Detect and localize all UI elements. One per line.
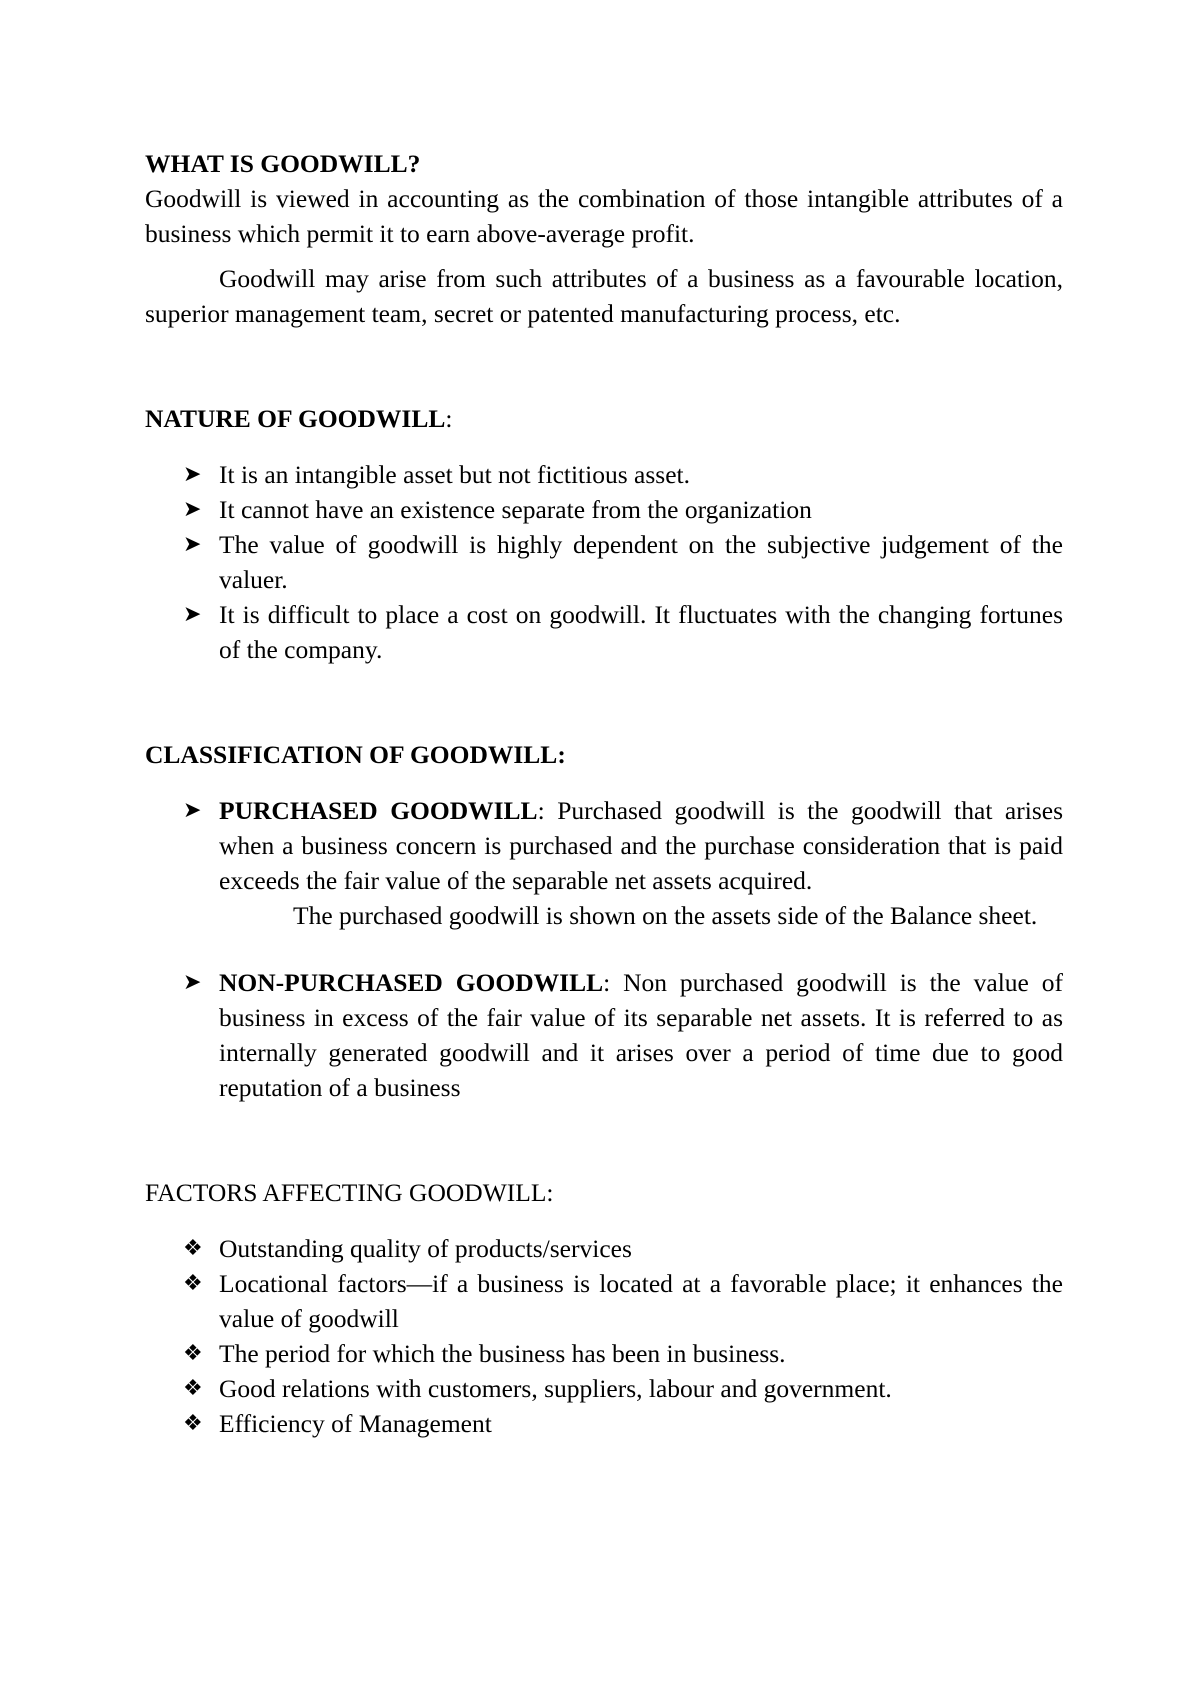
arrow-right-bullet-icon: ➤ [183,462,202,487]
classification-list [145,793,1063,1105]
goodwill-origin-paragraph: Goodwill may arise from such attributes of a business as a favourable location, superior management team, secret or patented manufacturing process, etc. [145,264,1063,328]
arrow-right-bullet-icon: ➤ [183,970,202,995]
nature-list [145,457,1063,667]
list-item: ❖ Outstanding quality of products/services [145,1231,1063,1266]
four-diamond-bullet-icon: ❖ [183,1411,203,1436]
arrow-right-bullet-icon: ➤ [183,602,202,627]
factors-list [145,1231,1063,1441]
non-purchased-goodwill-term: NON-PURCHASED GOODWILL [219,968,604,997]
arrow-right-bullet-icon: ➤ [183,798,202,823]
factors-affecting-goodwill-heading: FACTORS AFFECTING GOODWILL: [145,1178,554,1207]
four-diamond-bullet-icon: ❖ [183,1271,203,1296]
list-item: ❖ Locational factors—if a business is located at a favorable place; it enhances the value of goodwill [145,1266,1063,1336]
four-diamond-bullet-icon: ❖ [183,1376,203,1401]
four-diamond-bullet-icon: ❖ [183,1341,203,1366]
list-item: ➤ The value of goodwill is highly dependent on the subjective judgement of the valuer. [145,527,1063,597]
purchased-goodwill-text: : Purchased goodwill is the goodwill that arises when a business concern is purchased and the purchase consideration that is paid exceeds the fair value of the separable net assets acquired. [219,796,1063,895]
list-item: ➤ It is difficult to place a cost on goodwill. It fluctuates with the changing fortunes of the company. [145,597,1063,667]
what-is-goodwill-heading: WHAT IS GOODWILL? [145,149,421,178]
non-purchased-goodwill-item [145,965,1063,1105]
list-item: ❖ Efficiency of Management [145,1406,1063,1441]
arrow-right-bullet-icon: ➤ [183,497,202,522]
purchased-goodwill-note: The purchased goodwill is shown on the assets side of the Balance sheet. [293,901,1038,930]
list-item: ➤ It is an intangible asset but not fictitious asset. [145,457,1063,492]
purchased-goodwill-item [145,793,1063,933]
purchased-goodwill-term: PURCHASED GOODWILL [219,796,538,825]
what-is-goodwill-definition: Goodwill is viewed in accounting as the combination of those intangible attributes of a business which permit it to earn above-average profit. [145,184,1063,248]
non-purchased-goodwill-text: : Non purchased goodwill is the value of business in excess of the fair value of its separable net assets. It is referred to as internally generated goodwill and it arises over a period of time due to good reputation of a business [219,968,1063,1102]
list-item: ➤ It cannot have an existence separate from the organization [145,492,1063,527]
list-item: ❖ Good relations with customers, suppliers, labour and government. [145,1371,1063,1406]
list-item: ❖ The period for which the business has been in business. [145,1336,1063,1371]
document-page [145,146,1063,1441]
arrow-right-bullet-icon: ➤ [183,532,202,557]
nature-of-goodwill-heading: NATURE OF GOODWILL: [145,404,453,433]
classification-of-goodwill-heading: CLASSIFICATION OF GOODWILL: [145,740,566,769]
four-diamond-bullet-icon: ❖ [183,1236,203,1261]
